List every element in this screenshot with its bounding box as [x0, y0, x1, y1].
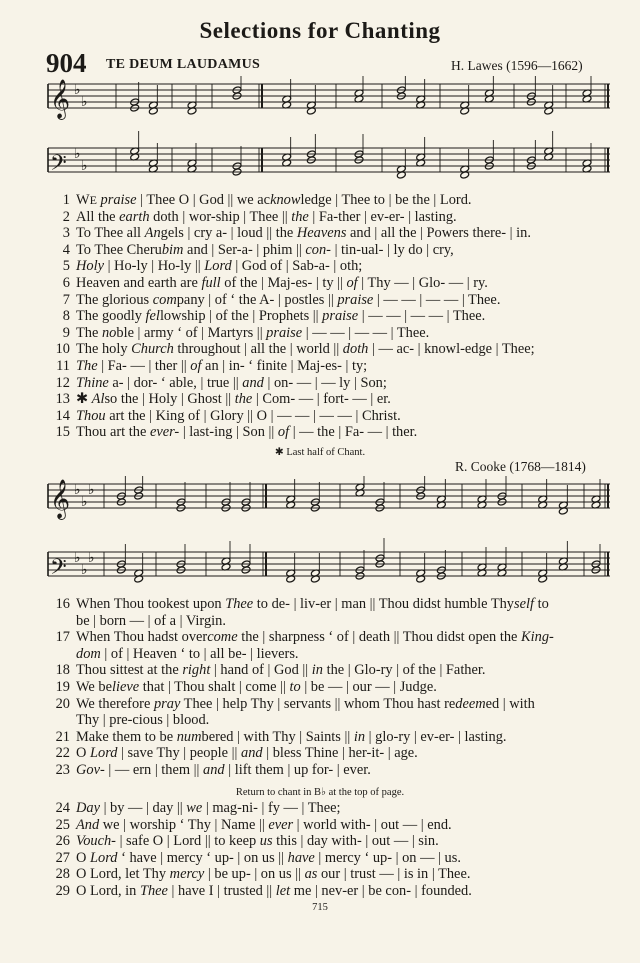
- verse-text: When Thou tookest upon Thee to de- | liv-er | man || Thou didst humble Thyself to: [76, 596, 549, 612]
- verse-line: [48, 408, 628, 425]
- verses-block-two: [48, 596, 628, 779]
- verse-line: [48, 424, 628, 441]
- verse-line: [48, 800, 628, 817]
- verse-line: [48, 375, 628, 392]
- svg-text:♭: ♭: [74, 82, 81, 98]
- verse-text: The | Fa- — | ther || of an | in- ‘ finite | Maj-es- | ty;: [76, 357, 368, 374]
- verse-line: [48, 275, 628, 292]
- verse-text: Make them to be numbered | with Thy | Saints || in | glo-ry | ev-er- | lasting.: [76, 728, 507, 745]
- page-heading: Selections for Chanting: [199, 18, 441, 43]
- verse-number: 4: [62, 241, 70, 258]
- verse-number: 14: [55, 407, 70, 424]
- verse-text: The holy Church throughout | all the | world || doth | — ac- | knowl-edge | Thee;: [76, 341, 535, 358]
- music-staff-second-chant: [44, 476, 614, 588]
- verse-line: [48, 192, 628, 209]
- verse-line: [48, 729, 628, 746]
- verse-line: [48, 358, 628, 375]
- verse-line: [48, 325, 628, 342]
- verses-block-one: [48, 192, 628, 441]
- verse-line: [48, 817, 628, 834]
- verse-number: 3: [62, 225, 70, 242]
- verse-text: To Thee all Angels | cry a- | loud || the Heavens and | all the | Powers there- | in.: [76, 225, 531, 242]
- svg-text:♭: ♭: [81, 562, 88, 578]
- chant-title: TE DEUM LAUDAMUS: [106, 57, 261, 72]
- svg-text:♭: ♭: [81, 94, 88, 110]
- verse-number: 23: [55, 761, 70, 778]
- verse-number: 27: [55, 849, 70, 866]
- verse-number: 7: [62, 291, 70, 308]
- verse-number: 17: [55, 629, 70, 646]
- verse-text: Day | by — | day || we | mag-ni- | fy — | Thee;: [76, 800, 341, 816]
- verse-line: [48, 866, 628, 883]
- verse-number: 8: [62, 308, 70, 325]
- svg-text:𝄢: 𝄢: [50, 151, 67, 181]
- page-number: 715: [312, 902, 328, 913]
- svg-text:♭: ♭: [81, 494, 88, 510]
- verse-number: 12: [55, 374, 70, 391]
- verse-line: [48, 341, 628, 358]
- verses-block-three: [48, 800, 628, 900]
- footnote-return: Return to chant in B♭ at the top of page.: [235, 787, 405, 798]
- verse-text: We therefore pray Thee | help Thy | servants || whom Thou hast redeemed | with: [76, 695, 535, 712]
- verse-text: O Lord, let Thy mercy | be up- | on us || as our | trust — | is in | Thee.: [76, 866, 471, 883]
- verse-line: [48, 662, 628, 679]
- verse-number: 25: [55, 816, 70, 833]
- verse-line: [48, 762, 628, 779]
- verse-line: [48, 596, 628, 613]
- verse-text: The goodly fellowship | of the | Prophets || praise | — — | — — | Thee.: [76, 308, 486, 325]
- verse-line: [48, 745, 628, 762]
- verse-text: Holy | Ho-ly | Ho-ly || Lord | God of | Sab-a- | oth;: [76, 258, 363, 275]
- svg-text:𝄞: 𝄞: [50, 479, 71, 519]
- svg-text:♭: ♭: [81, 158, 88, 174]
- verse-number: 10: [55, 341, 70, 358]
- verse-text: And we | worship ‘ Thy | Name || ever | world with- | out — | end.: [76, 816, 452, 833]
- verse-text: O Lord | save Thy | people || and | bless Thine | her-it- | age.: [76, 745, 418, 762]
- verse-number: 1: [62, 192, 70, 208]
- svg-text:♭: ♭: [88, 550, 95, 566]
- footnote-last-half: ✱ Last half of Chant.: [274, 447, 366, 458]
- verse-number: 18: [55, 662, 70, 679]
- verse-number: 28: [55, 866, 70, 883]
- verse-number: 16: [55, 596, 70, 612]
- verse-number: 6: [62, 274, 70, 291]
- svg-text:♭: ♭: [74, 550, 81, 566]
- verse-number: 13: [55, 391, 70, 408]
- verse-number: 9: [62, 324, 70, 341]
- verse-number: 29: [55, 882, 70, 899]
- verse-text: Thou art the | King of | Glory || O | — — | — — | Christ.: [76, 407, 401, 424]
- verse-number: 2: [62, 208, 70, 225]
- verse-text: The noble | army ‘ of | Martyrs || praise | — — | — — | Thee.: [76, 324, 430, 341]
- verse-number: 26: [55, 833, 70, 850]
- svg-text:𝄢: 𝄢: [50, 555, 67, 585]
- composer-first-chant: H. Lawes (1596—1662): [451, 58, 583, 73]
- svg-text:♭: ♭: [74, 146, 81, 162]
- chant-number: 904: [46, 48, 87, 78]
- verse-number: 11: [56, 357, 70, 374]
- verse-line: [48, 308, 628, 325]
- verse-text: Thine a- | dor- ‘ able, | true || and | on- — | — ly | Son;: [76, 374, 387, 391]
- svg-text:♭: ♭: [88, 482, 95, 498]
- verse-line: Thy | pre-cious | blood.: [76, 712, 210, 729]
- verse-line: be | born — | of a | Virgin.: [76, 612, 226, 629]
- verse-text: Gov- | — ern | them || and | lift them | up for- | ever.: [76, 761, 371, 778]
- verse-text: Vouch- | safe O | Lord || to keep us this | day with- | out — | sin.: [76, 833, 439, 850]
- verse-line: dom | of | Heaven ‘ to | all be- | lievers.: [76, 645, 299, 662]
- verse-number: 22: [55, 745, 70, 762]
- verse-text: Thou art the ever- | last-ing | Son || of | — the | Fa- — | ther.: [76, 424, 418, 441]
- verse-line: [48, 883, 628, 900]
- verse-text: To Thee Cherubim and | Ser-a- | phim || con- | tin-ual- | ly do | cry,: [76, 241, 454, 258]
- verse-number: 19: [55, 678, 70, 695]
- verse-text: We believe that | Thou shalt | come || to | be — | our — | Judge.: [76, 678, 437, 695]
- verse-line: [48, 850, 628, 867]
- svg-text:𝄞: 𝄞: [50, 79, 71, 119]
- verse-line: [48, 833, 628, 850]
- verse-line: [48, 209, 628, 226]
- verse-text: The glorious company | of ‘ the A- | postles || praise | — — | — — | Thee.: [76, 291, 501, 308]
- composer-second-chant: R. Cooke (1768—1814): [455, 459, 586, 474]
- verse-text: WE praise | Thee O | God || we acknowledge | Thee to | be the | Lord.: [76, 192, 472, 208]
- music-staff-first-chant: [44, 76, 614, 186]
- verse-number: 24: [55, 800, 70, 816]
- verse-number: 20: [55, 695, 70, 712]
- verse-text: Thou sittest at the right | hand of | God || in the | Glo-ry | of the | Father.: [76, 662, 486, 679]
- verse-line: [48, 679, 628, 696]
- verse-text: ✱ Also the | Holy | Ghost || the | Com- — | fort- — | er.: [76, 391, 391, 408]
- verse-text: O Lord, in Thee | have I | trusted || let me | nev-er | be con- | founded.: [76, 882, 472, 899]
- verse-line: [48, 391, 628, 408]
- verse-line: [48, 292, 628, 309]
- verse-text: When Thou hadst overcome the | sharpness ‘ of | death || Thou didst open the King-: [76, 629, 554, 646]
- verse-line: [48, 629, 628, 646]
- verse-text: All the earth doth | wor-ship | Thee || the | Fa-ther | ev-er- | lasting.: [76, 208, 457, 225]
- verse-text: Heaven and earth are full of the | Maj-es- | ty || of | Thy — | Glo- — | ry.: [76, 274, 488, 291]
- verse-number: 21: [55, 728, 70, 745]
- verse-text: O Lord ‘ have | mercy ‘ up- | on us || have | mercy ‘ up- | on — | us.: [76, 849, 461, 866]
- verse-line: [48, 258, 628, 275]
- verse-line: [48, 696, 628, 713]
- verse-number: 5: [62, 258, 70, 275]
- verse-line: [48, 242, 628, 259]
- verse-line: [48, 225, 628, 242]
- verse-number: 15: [55, 424, 70, 441]
- svg-text:♭: ♭: [74, 482, 81, 498]
